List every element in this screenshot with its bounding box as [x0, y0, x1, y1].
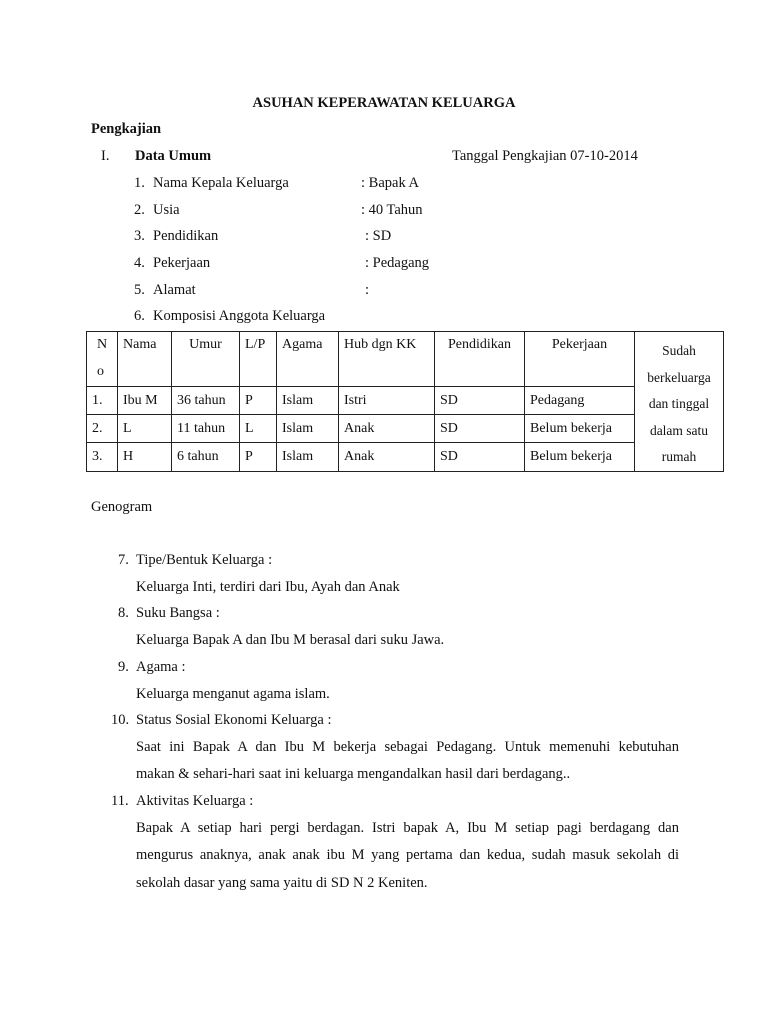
cell-lp: P: [240, 387, 277, 415]
list-item-number: 6.: [134, 308, 145, 324]
item-text: Keluarga Inti, terdiri dari Ibu, Ayah dan Anak: [136, 579, 400, 595]
cell-umur: 6 tahun: [172, 443, 240, 471]
item-text: Bapak A setiap hari pergi berdagan. Istri bapak A, Ibu M setiap pagi berdagang dan: [136, 820, 679, 836]
list-item-label: Komposisi Anggota Keluarga: [153, 308, 326, 324]
cell-umur: 11 tahun: [172, 415, 240, 443]
tanggal-pengkajian: Tanggal Pengkajian 07-10-2014: [452, 148, 638, 164]
list-item-number: 7.: [118, 552, 129, 568]
cell-lp: L: [240, 415, 277, 443]
sudah-line: Sudah: [662, 343, 696, 358]
item-text: makan & sehari-hari saat ini keluarga mengandalkan hasil dari berdagang..: [136, 766, 571, 782]
list-item-label: Nama Kepala Keluarga: [153, 175, 289, 191]
list-item-value: : Bapak A: [361, 175, 419, 191]
sudah-line: rumah: [661, 449, 697, 464]
header-pekerjaan: Pekerjaan: [525, 332, 635, 387]
cell-nama: H: [118, 443, 172, 471]
cell-hub: Istri: [339, 387, 435, 415]
list-item-label: Usia: [153, 202, 180, 218]
item-heading: Agama :: [136, 659, 186, 675]
cell-pendidikan: SD: [435, 443, 525, 471]
list-item-number: 5.: [134, 282, 145, 298]
list-item-value: : Pedagang: [365, 255, 430, 271]
header-lp: L/P: [240, 332, 277, 387]
item-heading: Status Sosial Ekonomi Keluarga :: [136, 712, 332, 728]
list-item-number: 10.: [111, 712, 130, 728]
header-umur: Umur: [172, 332, 240, 387]
item-heading: Aktivitas Keluarga :: [136, 793, 254, 809]
cell-agama: Islam: [277, 415, 339, 443]
cell-hub: Anak: [339, 415, 435, 443]
cell-nama: Ibu M: [118, 387, 172, 415]
list-item-number: 9.: [118, 659, 129, 675]
genogram-label: Genogram: [91, 499, 153, 515]
sudah-line: berkeluarga: [647, 369, 711, 385]
header-sudah: [635, 332, 724, 472]
part-number: I.: [101, 148, 110, 164]
list-item-number: 8.: [118, 605, 129, 621]
table-row: [87, 443, 724, 471]
cell-no: 1.: [87, 387, 118, 415]
item-text: Saat ini Bapak A dan Ibu M bekerja sebagai Pedagang. Untuk memenuhi kebutuhan: [136, 739, 679, 755]
header-pendidikan: Pendidikan: [435, 332, 525, 387]
sudah-line: dan tinggal: [648, 396, 710, 411]
table-row: [87, 387, 724, 415]
list-item-number: 2.: [134, 202, 145, 218]
cell-pendidikan: SD: [435, 387, 525, 415]
cell-lp: P: [240, 443, 277, 471]
header-agama: Agama: [277, 332, 339, 387]
item-text: Keluarga Bapak A dan Ibu M berasal dari suku Jawa.: [136, 632, 445, 648]
list-item-number: 4.: [134, 255, 145, 271]
list-item-label: Alamat: [153, 282, 196, 298]
header-no: [87, 332, 118, 387]
part-title: Data Umum: [135, 148, 212, 164]
cell-umur: 36 tahun: [172, 387, 240, 415]
item-heading: Tipe/Bentuk Keluarga :: [136, 552, 273, 568]
cell-agama: Islam: [277, 443, 339, 471]
list-item-number: 3.: [134, 228, 145, 244]
item-text: Keluarga menganut agama islam.: [136, 686, 330, 702]
list-item-value: : SD: [365, 228, 392, 244]
table-row: [87, 415, 724, 443]
cell-no: 3.: [87, 443, 118, 471]
header-hub: Hub dgn KK: [339, 332, 435, 387]
cell-hub: Anak: [339, 443, 435, 471]
cell-pekerjaan: Belum bekerja: [525, 443, 635, 471]
family-table: [86, 331, 724, 472]
list-item-value: : 40 Tahun: [361, 202, 423, 218]
header-no-line: N: [96, 337, 108, 352]
list-item-label: Pendidikan: [153, 228, 219, 244]
item-text: sekolah dasar yang sama yaitu di SD N 2 Keniten.: [136, 875, 428, 891]
cell-pekerjaan: Belum bekerja: [525, 415, 635, 443]
section-heading: Pengkajian: [91, 121, 162, 137]
list-item-value: :: [365, 282, 370, 298]
item-heading: Suku Bangsa :: [136, 605, 220, 621]
list-item-label: Pekerjaan: [153, 255, 211, 271]
table-header-row: [87, 332, 724, 387]
list-item-number: 1.: [134, 175, 145, 191]
item-text: mengurus anaknya, anak anak ibu M yang pertama dan kedua, sudah masuk sekolah di: [136, 847, 679, 863]
list-item-number: 11.: [111, 793, 129, 809]
cell-pendidikan: SD: [435, 415, 525, 443]
cell-agama: Islam: [277, 387, 339, 415]
header-nama: Nama: [118, 332, 172, 387]
cell-nama: L: [118, 415, 172, 443]
header-no-line: o: [97, 364, 104, 379]
sudah-line: dalam satu: [649, 422, 709, 438]
cell-no: 2.: [87, 415, 118, 443]
document-title: ASUHAN KEPERAWATAN KELUARGA: [252, 95, 516, 111]
cell-pekerjaan: Pedagang: [525, 387, 635, 415]
